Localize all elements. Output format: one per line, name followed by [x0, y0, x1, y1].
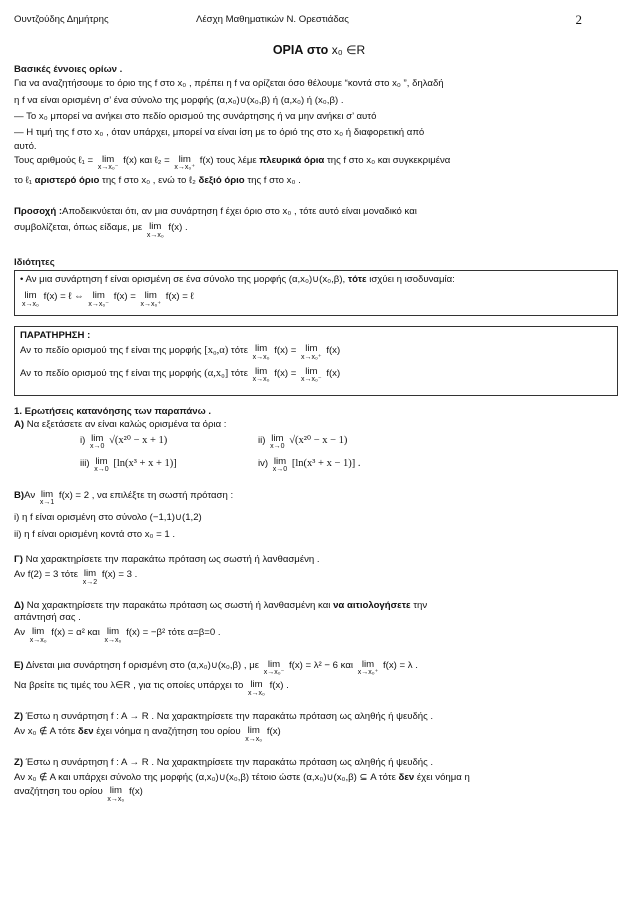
basics-paragraph-4: — Η τιμή της f στο x₀ , όταν υπάρχει, μπορεί να είναι ίση με το όριό της στο x₀ ή διαφορετική από	[14, 127, 425, 139]
question-D-line-a: Αν	[14, 627, 26, 639]
right-limit-bold: δεξιό όριο	[198, 175, 245, 187]
title-symbol: x₀ ∈R	[331, 43, 366, 57]
question-Z1-bold: δεν	[77, 726, 94, 738]
lim-word: lim	[254, 365, 268, 377]
question-Z2-line-c: έχει νόημα η	[416, 771, 470, 783]
question-D-bold: να αιτιολογήσετε	[333, 599, 411, 611]
right-limit	[301, 344, 322, 361]
limit-iii	[80, 457, 177, 474]
lim-subscript: x→x₀⁺	[140, 300, 162, 308]
question-B-text-a: Αν	[24, 489, 36, 501]
page-title	[0, 42, 638, 58]
club-name: Λέσχη Μαθηματικών Ν. Ορεστιάδας	[196, 14, 349, 25]
equivalence-part-2: f(x) =	[113, 291, 136, 303]
title-text: ΟΡΙΑ στο	[272, 43, 329, 57]
basics-heading: Βασικές έννοιες ορίων .	[14, 64, 123, 75]
question-Z2-label: Ζ)	[14, 756, 24, 768]
limit-notation	[83, 569, 97, 586]
remark-text: Αν το πεδίο ορισμού της f είναι της μορφής	[20, 345, 202, 357]
remark-line-2	[20, 367, 612, 384]
right-limit	[174, 155, 195, 172]
question-Z2-statement	[14, 772, 622, 784]
exercises-section	[14, 406, 622, 803]
question-G-statement	[14, 569, 622, 586]
question-D-text-d: απάντησή σας .	[14, 611, 81, 623]
question-E-text-a: Δίνεται μια συνάρτηση f ορισμένη στο (α,x₀)∪(x₀,β) , με	[25, 659, 260, 671]
left-right-text-c: της f στο x₀ , ενώ το ℓ₂	[102, 175, 196, 187]
equivalence-part-3: f(x) = ℓ	[165, 291, 194, 303]
item-iii-expression: [ln(x³ + x + 1)]	[113, 457, 177, 469]
basics-paragraph-3: — Το x₀ μπορεί να ανήκει στο πεδίο ορισμού της συνάρτησης ή να μην ανήκει σ’ αυτό	[14, 110, 377, 122]
lim-subscript: x→x₀⁺	[174, 164, 196, 172]
question-E-text-d: Να βρείτε τις τιμές του λ∈R , για τις οποίες υπάρχει το	[14, 680, 244, 692]
lim-subscript: x→x₀⁻	[301, 376, 322, 384]
lim-word: lim	[305, 365, 318, 377]
limit-notation	[107, 786, 124, 803]
limit-notation	[40, 490, 54, 507]
attention-text-2: συμβολίζεται, όπως είδαμε, με	[14, 222, 143, 234]
remark-then: τότε	[230, 345, 248, 357]
properties-line-1	[20, 274, 612, 286]
attention-label: Προσοχή :	[14, 206, 63, 217]
limit-notation	[273, 457, 287, 474]
lim-word: lim	[305, 343, 318, 355]
attention-text-3: f(x) .	[168, 222, 188, 234]
limit-notation	[245, 726, 262, 743]
properties-section	[14, 257, 622, 269]
interval-closed-left: [x₀,α)	[204, 345, 229, 357]
side-limits-bold: πλευρικά όρια	[259, 154, 325, 166]
basics-paragraph-5: αυτό.	[14, 141, 37, 153]
page-header	[14, 14, 582, 28]
question-B-label: Β)	[14, 489, 25, 501]
question-Z2	[14, 757, 622, 769]
question-D	[14, 600, 622, 612]
question-B	[14, 490, 622, 507]
lim-word: lim	[149, 221, 162, 233]
question-E-text-c: f(x) = λ .	[383, 659, 418, 671]
lim-word: lim	[24, 290, 37, 302]
lim-subscript: x→x₀	[248, 689, 265, 697]
question-B-text-b: f(x) = 2 , να επιλέξτε τη σωστή πρόταση :	[58, 489, 234, 501]
properties-bold: τότε	[347, 274, 367, 285]
lim-subscript: x→x₀	[107, 795, 125, 803]
question-A-label: Α)	[14, 419, 25, 431]
basics-paragraph-1: Για να αναζητήσουμε το όριο της f στο x₀ , πρέπει η f να ορίζεται όσο θέλουμε “κοντά στο x₀ ”, δηλαδή	[14, 78, 444, 90]
lim-word: lim	[178, 153, 191, 165]
left-limit	[264, 660, 285, 677]
lim-subscript: x→0	[90, 443, 105, 451]
question-E-text-e: f(x) .	[269, 680, 289, 692]
lim-word: lim	[83, 567, 97, 579]
side-limits-text-e: της f στο x₀ και συγκεκριμένα	[326, 154, 451, 166]
basics-section	[14, 64, 622, 187]
question-D-label: Δ)	[14, 599, 25, 611]
item-iv-label: iv)	[258, 457, 269, 469]
limit-notation	[22, 291, 39, 308]
properties-heading: Ιδιότητες	[14, 257, 55, 268]
question-Z1-line-c: έχει νόημα η αναζήτηση του ορίου	[96, 726, 241, 738]
right-limit	[140, 291, 161, 308]
lim-subscript: x→x₀	[252, 376, 270, 384]
attention-section	[14, 206, 622, 239]
remark-fx: f(x)	[326, 367, 341, 379]
question-G	[14, 554, 622, 566]
question-Z1	[14, 711, 622, 723]
lim-word: lim	[32, 626, 45, 638]
remark-eq: f(x) =	[274, 367, 297, 379]
lim-subscript: x→x₀⁻	[88, 300, 110, 308]
item-iii-label: iii)	[80, 457, 90, 469]
question-A	[14, 419, 622, 431]
limit-ii	[258, 434, 347, 451]
limit-notation	[30, 627, 47, 644]
properties-text-c: ισχύει η ισοδυναμία:	[369, 274, 455, 285]
lim-subscript: x→x₀	[245, 735, 263, 743]
question-D-text-c: την	[413, 599, 428, 611]
lim-subscript: x→0	[94, 466, 109, 474]
lim-subscript: x→x₀⁻	[97, 164, 119, 172]
limit-notation	[248, 680, 265, 697]
lim-subscript: x→x₀	[252, 353, 270, 361]
attention-text-1: Αποδεικνύεται ότι, αν μια συνάρτηση f έχει όριο στο x₀ , τότε αυτό είναι μοναδικό και	[62, 206, 417, 217]
side-limits-text-a: Τους αριθμούς ℓ₁ =	[14, 154, 94, 166]
lim-word: lim	[271, 432, 284, 444]
question-E-label: Ε)	[14, 659, 24, 671]
remark-fx: f(x)	[326, 345, 341, 357]
lim-subscript: x→x₀	[29, 636, 47, 644]
limit-notation	[90, 434, 104, 451]
side-limits-text-c: f(x) τους λέμε	[199, 154, 257, 166]
lim-word: lim	[40, 488, 54, 500]
lim-word: lim	[92, 290, 105, 302]
remark-text: Αν το πεδίο ορισμού της f είναι της μορφής	[20, 367, 202, 379]
item-i-expression: √(x²⁰ − x + 1)	[109, 434, 168, 446]
left-limit	[88, 291, 109, 308]
equivalence-line	[20, 291, 612, 308]
interval-closed-right: (α,x₀]	[204, 367, 229, 379]
question-G-text-a: Αν f(2) = 3 τότε	[14, 568, 79, 580]
lim-subscript: x→0	[272, 466, 288, 474]
basics-paragraph-2: η f να είναι ορισμένη σ’ ένα σύνολο της μορφής (α,x₀)∪(x₀,β) ή (α,x₀) ή (x₀,β) .	[14, 94, 344, 106]
question-G-text-b: f(x) = 3 .	[101, 568, 138, 580]
question-Z2-line-a: Αν x₀ ∉ A και υπάρχει σύνολο της μορφής (α,x₀)∪(x₀,β) τέτοιο ώστε (α,x₀)∪(x₀,β) ⊆ A τότε	[14, 771, 396, 783]
remark-box	[14, 326, 618, 396]
question-Z2-bold: δεν	[398, 771, 415, 783]
left-limit	[301, 367, 322, 384]
question-A-text: Να εξετάσετε αν είναι καλώς ορισμένα τα όρια :	[26, 419, 227, 431]
lim-subscript: x→2	[82, 578, 98, 586]
author-name: Ουντζούδης Δημήτρης	[14, 14, 109, 25]
question-Z1-text: Έστω η συνάρτηση f : A → R . Να χαρακτηρίσετε την παρακάτω πρόταση ως αληθής ή ψευδής .	[25, 710, 434, 722]
item-ii-label: ii)	[258, 434, 266, 446]
question-Z2-statement-2	[14, 786, 622, 803]
left-right-text-a: το ℓ₁	[14, 175, 32, 187]
lim-subscript: x→x₀⁺	[301, 353, 322, 361]
lim-subscript: x→x₀	[22, 300, 39, 308]
left-limit	[98, 155, 119, 172]
lim-word: lim	[109, 785, 122, 797]
page-number: 2	[575, 12, 582, 27]
remark-line-1	[20, 344, 612, 361]
question-Z1-line-d: f(x)	[266, 726, 281, 738]
remark-heading: ΠΑΡΑΤΗΡΗΣΗ :	[20, 330, 91, 341]
question-D-line-c: f(x) = −β² τότε α=β=0 .	[126, 627, 221, 639]
question-B-option-ii: ii) η f είναι ορισμένη κοντά στο x₀ = 1 .	[14, 529, 176, 541]
limit-i	[80, 434, 167, 451]
equivalence-part-1: f(x) = ℓ ⇔	[43, 291, 84, 303]
item-i-label: i)	[80, 434, 86, 446]
question-Z2-line-d: αναζήτηση του ορίου	[14, 786, 103, 798]
limit-notation	[147, 222, 164, 239]
remark-eq: f(x) =	[274, 345, 297, 357]
limit-iv	[258, 457, 361, 474]
limit-notation	[94, 457, 108, 474]
lim-word: lim	[102, 153, 115, 165]
side-limits-text-b: f(x) και ℓ₂ =	[123, 154, 170, 166]
question-D-text-a: Να χαρακτηρίσετε την παρακάτω πρόταση ως σωστή ή λανθασμένη και	[26, 599, 331, 611]
lim-subscript: x→0	[270, 443, 285, 451]
question-Z1-statement	[14, 726, 622, 743]
lim-word: lim	[361, 658, 375, 670]
lim-word: lim	[247, 725, 260, 737]
question-E-task	[14, 680, 622, 697]
question-D-statement	[14, 627, 622, 644]
lim-word: lim	[95, 455, 108, 467]
item-ii-expression: √(x²⁰ − x − 1)	[289, 434, 348, 446]
question-Z1-line-a: Αν x₀ ∉ A τότε	[14, 726, 76, 738]
question-Z2-text: Έστω η συνάρτηση f : A → R . Να χαρακτηρίσετε την παρακάτω πρόταση ως αληθής ή ψευδής .	[25, 756, 434, 768]
side-limits-line	[14, 155, 622, 172]
lim-word: lim	[250, 679, 263, 691]
limit-notation	[270, 434, 284, 451]
lim-word: lim	[106, 626, 120, 638]
left-limit-bold: αριστερό όριο	[34, 175, 100, 187]
left-right-line	[14, 175, 622, 187]
properties-box	[14, 270, 618, 316]
lim-word: lim	[267, 658, 281, 670]
limit-notation	[105, 627, 122, 644]
left-right-text-e: της f στο x₀ .	[247, 175, 301, 187]
question-E-text-b: f(x) = λ² − 6 και	[288, 659, 354, 671]
question-G-label: Γ)	[14, 553, 23, 565]
lim-word: lim	[91, 432, 104, 444]
lim-subscript: x→x₀⁻	[263, 669, 285, 677]
exercises-heading: 1. Ερωτήσεις κατανόησης των παραπάνω .	[14, 406, 212, 417]
lim-word: lim	[144, 290, 157, 302]
question-Z1-label: Ζ)	[14, 710, 24, 722]
remark-then: τότε	[230, 367, 248, 379]
properties-text-a: • Αν μια συνάρτηση f είναι ορισμένη σε ένα σύνολο της μορφής (α,x₀)∪(x₀,β),	[20, 274, 346, 285]
limit-notation	[253, 344, 270, 361]
question-Z2-line-e: f(x)	[129, 786, 143, 798]
attention-line-2	[14, 222, 622, 239]
right-limit	[358, 660, 379, 677]
lim-subscript: x→x₀	[104, 636, 122, 644]
lim-subscript: x→x₀⁺	[357, 669, 379, 677]
question-B-option-i: i) η f είναι ορισμένη στο σύνολο (−1,1)∪(1,2)	[14, 512, 202, 524]
lim-subscript: x→x₀	[146, 231, 164, 239]
lim-word: lim	[254, 343, 268, 355]
item-iv-expression: [ln(x³ + x − 1)] .	[291, 457, 361, 469]
question-D-line-b: f(x) = α² και	[51, 627, 100, 639]
lim-word: lim	[273, 455, 287, 467]
question-A-limits	[14, 432, 622, 480]
question-E	[14, 660, 622, 677]
limit-notation	[253, 367, 270, 384]
question-G-text: Να χαρακτηρίσετε την παρακάτω πρόταση ως σωστή ή λανθασμένη .	[25, 553, 320, 565]
lim-subscript: x→1	[39, 499, 55, 507]
